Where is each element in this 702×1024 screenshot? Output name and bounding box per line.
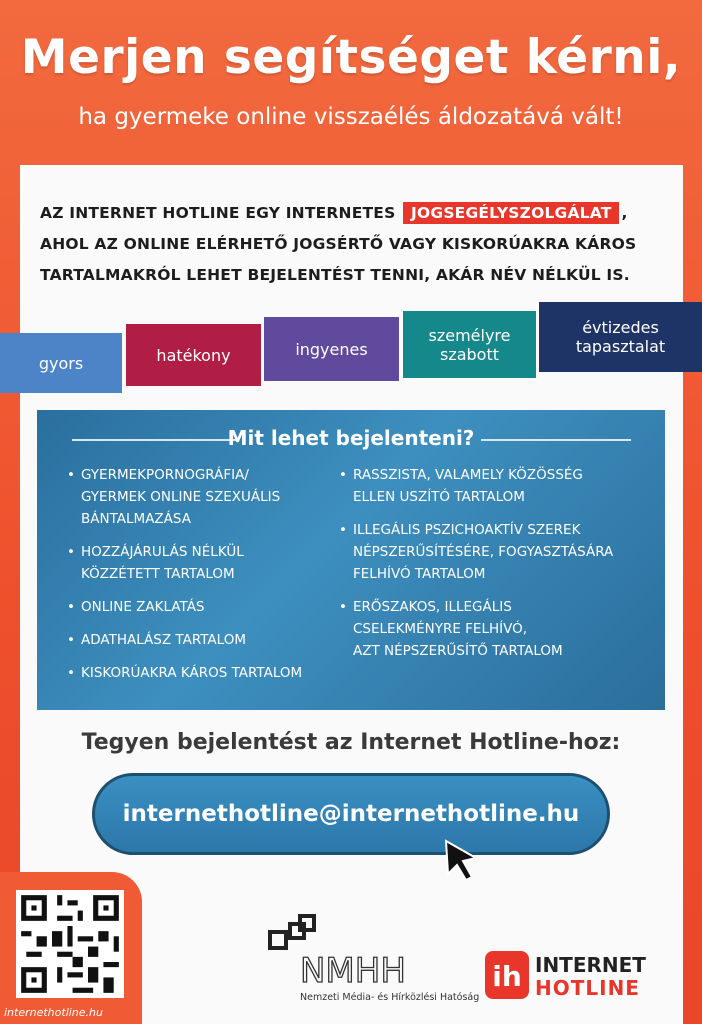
list-item: • ADATHALÁSZ TARTALOM xyxy=(67,629,352,651)
ih-word-internet: INTERNET xyxy=(535,953,646,977)
intro-comma: , xyxy=(621,204,628,222)
cta-text: Tegyen bejelentést az Internet Hotline-hoz: xyxy=(81,730,621,755)
intro-text xyxy=(40,198,680,291)
highlight-badge: JOGSEGÉLYSZOLGÁLAT xyxy=(403,202,619,224)
list-item: • ILLEGÁLIS PSZICHOAKTÍV SZEREK NÉPSZERŰSÍTÉSÉRE, FOGYASZTÁSÁRA FELHÍVÓ TARTALOM xyxy=(339,519,659,585)
feature-label: gyors xyxy=(38,353,84,373)
qr-panel xyxy=(0,872,142,1024)
internet-hotline-logo-icon xyxy=(484,950,530,1000)
feature-free xyxy=(264,317,399,381)
email-address: internethotline@internethotline.hu xyxy=(122,801,580,827)
feature-label: személyre xyxy=(428,325,511,345)
headline: Merjen segítséget kérni, xyxy=(20,30,682,85)
nmhh-wordmark xyxy=(300,950,410,990)
nmhh-name: Nemzeti Média- és Hírközlési Hatóság xyxy=(300,992,480,1003)
report-list-right xyxy=(339,464,659,673)
svg-text:ih: ih xyxy=(492,960,522,993)
feature-label: ingyenes xyxy=(295,339,368,359)
report-categories-box xyxy=(37,410,665,710)
subheadline: ha gyermeke online visszaélés áldozatává vált! xyxy=(78,104,624,130)
list-item: • KISKORÚAKRA KÁROS TARTALOM xyxy=(67,662,352,684)
feature-fast xyxy=(0,333,122,393)
feature-experience xyxy=(539,302,702,372)
intro-line3: TARTALMAKRÓL LEHET BEJELENTÉST TENNI, AKÁR NÉV NÉLKÜL IS. xyxy=(40,266,630,284)
feature-label: hatékony xyxy=(156,345,231,365)
list-item: • HOZZÁJÁRULÁS NÉLKÜL KÖZZÉTETT TARTALOM xyxy=(67,541,352,585)
intro-line1: AZ INTERNET HOTLINE EGY INTERNETES xyxy=(40,204,396,222)
feature-personalized xyxy=(403,311,536,378)
cursor-arrow-icon xyxy=(442,838,482,884)
list-item: • RASSZISTA, VALAMELY KÖZÖSSÉG ELLEN USZÍTÓ TARTALOM xyxy=(339,464,659,508)
ih-word-hotline: HOTLINE xyxy=(535,976,640,1000)
report-box-title: Mit lehet bejelenteni? xyxy=(227,426,475,450)
feature-label: szabott xyxy=(439,344,500,364)
nmhh-logo-icon xyxy=(268,914,320,954)
qr-code-icon[interactable] xyxy=(16,890,124,998)
feature-effective xyxy=(126,324,261,386)
qr-caption: internethotline.hu xyxy=(4,1006,103,1019)
list-item: • GYERMEKPORNOGRÁFIA/ GYERMEK ONLINE SZEXUÁLIS BÁNTALMAZÁSA xyxy=(67,464,352,530)
report-list-left xyxy=(67,464,352,695)
feature-label: tapasztalat xyxy=(575,337,666,356)
feature-label: évtizedes xyxy=(582,318,659,337)
email-button[interactable] xyxy=(92,773,610,855)
list-item: • ERŐSZAKOS, ILLEGÁLIS CSELEKMÉNYRE FELHÍVÓ, AZT NÉPSZERŰSÍTŐ TARTALOM xyxy=(339,596,659,662)
intro-line2: AHOL AZ ONLINE ELÉRHETŐ JOGSÉRTŐ VAGY KISKORÚAKRA KÁROS xyxy=(40,235,637,253)
nmhh-mark-text: NMHH xyxy=(300,951,406,990)
list-item: • ONLINE ZAKLATÁS xyxy=(67,596,352,618)
title-rule-right xyxy=(481,439,631,441)
